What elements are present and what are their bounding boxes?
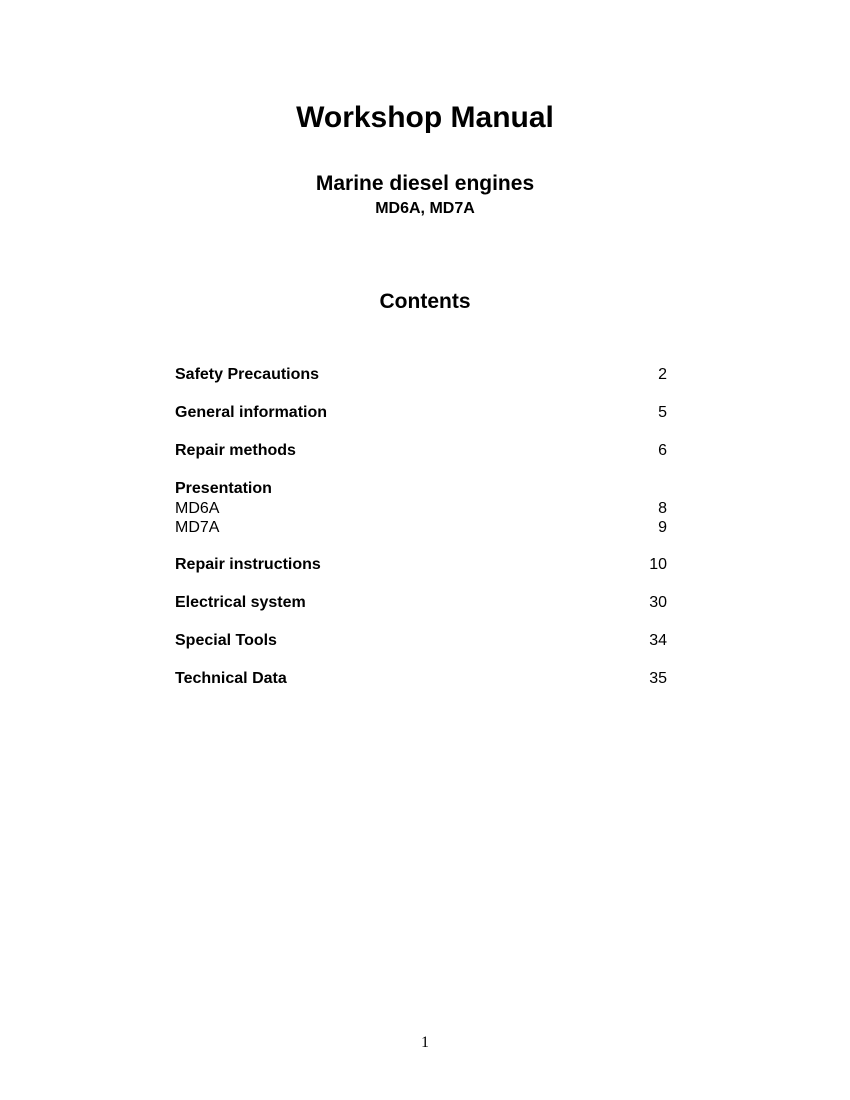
toc-entry-label: General information	[175, 404, 328, 421]
engine-models: MD6A, MD7A	[375, 200, 475, 217]
page-number: 1	[421, 1034, 429, 1051]
toc-entry-label: Safety Precautions	[175, 366, 320, 383]
toc-subentry-page: 8	[658, 500, 667, 517]
toc-entry-page: 10	[649, 556, 667, 573]
toc-entry-repair-instructions	[175, 555, 667, 575]
toc-subentry-label: MD7A	[175, 519, 220, 536]
toc-entry-page: 2	[658, 366, 667, 383]
toc-entry-repair-methods	[175, 441, 667, 461]
toc-subentry-label: MD6A	[175, 500, 220, 517]
document-title: Workshop Manual	[296, 101, 554, 134]
toc-entry-label: Electrical system	[175, 594, 306, 611]
toc-entry-label: Repair methods	[175, 442, 296, 459]
toc-entry-page: 34	[649, 632, 667, 649]
toc-entry-general-information	[175, 403, 667, 423]
toc-entry-page: 6	[658, 442, 667, 459]
toc-entry-technical-data	[175, 669, 667, 689]
toc-entry-safety-precautions	[175, 365, 667, 385]
toc-subentry-md7a	[175, 518, 667, 537]
toc-group-presentation	[175, 479, 667, 537]
contents-heading: Contents	[379, 290, 471, 313]
toc-entry-page: 35	[649, 670, 667, 687]
toc-subentry-page: 9	[658, 519, 667, 536]
toc-entry-label: Repair instructions	[175, 556, 321, 573]
toc-entry-special-tools	[175, 631, 667, 651]
toc-entry-label: Technical Data	[175, 670, 287, 687]
toc-entry-electrical-system	[175, 593, 667, 613]
toc-entry-page: 5	[658, 404, 667, 421]
table-of-contents	[175, 365, 667, 707]
toc-subentry-md6a	[175, 499, 667, 518]
toc-group-title: Presentation	[175, 480, 272, 497]
toc-entry-page: 30	[649, 594, 667, 611]
document-subtitle: Marine diesel engines	[315, 172, 535, 195]
toc-entry-label: Special Tools	[175, 632, 277, 649]
